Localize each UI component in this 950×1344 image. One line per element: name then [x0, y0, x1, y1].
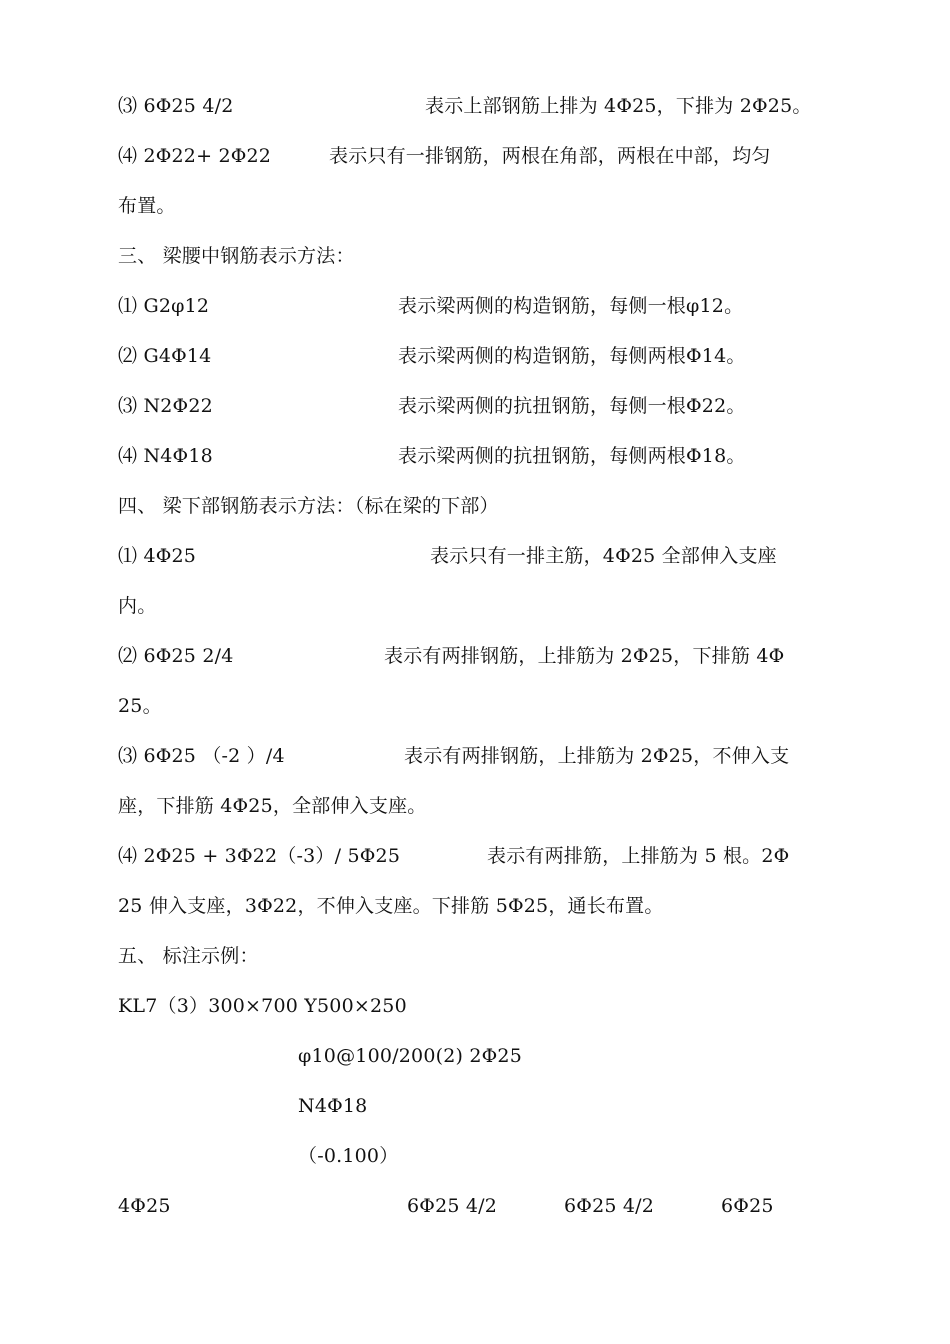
item-code: ⑴ G2φ12: [118, 295, 210, 317]
item-description: 表示有两排钢筋，上排筋为 2Φ25，下排筋 4Φ: [384, 645, 785, 667]
item-code: ⑶ 6Φ25 （-2 ）/4: [118, 745, 285, 767]
support-annotation: 6Φ25: [721, 1195, 774, 1217]
item-code: ⑷ N4Φ18: [118, 445, 213, 467]
item-description: 表示梁两侧的抗扭钢筋，每侧一根Φ22。: [398, 395, 746, 417]
item-description: 表示有两排筋，上排筋为 5 根。2Φ: [487, 845, 790, 867]
section-heading: 五、 标注示例：: [118, 945, 259, 967]
annotation-line: （-0.100）: [298, 1145, 399, 1167]
support-annotation: 4Φ25: [118, 1195, 171, 1217]
item-continuation: 25。: [118, 695, 162, 717]
item-code: ⑵ 6Φ25 2/4: [118, 645, 234, 667]
annotation-line: KL7（3）300×700 Y500×250: [118, 995, 407, 1017]
annotation-line: φ10@100/200(2) 2Φ25: [298, 1045, 523, 1067]
item-code: ⑶ N2Φ22: [118, 395, 213, 417]
item-description: 表示梁两侧的抗扭钢筋，每侧两根Φ18。: [398, 445, 746, 467]
item-description: 表示梁两侧的构造钢筋，每侧两根Φ14。: [398, 345, 746, 367]
item-continuation: 25 伸入支座，3Φ22，不伸入支座。下排筋 5Φ25，通长布置。: [118, 895, 664, 917]
item-description: 表示上部钢筋上排为 4Φ25，下排为 2Φ25。: [425, 95, 812, 117]
item-description: 表示有两排钢筋，上排筋为 2Φ25，不伸入支: [404, 745, 790, 767]
item-description: 表示梁两侧的构造钢筋，每侧一根φ12。: [398, 295, 744, 317]
item-continuation: 座，下排筋 4Φ25，全部伸入支座。: [118, 795, 427, 817]
annotation-line: N4Φ18: [298, 1095, 368, 1117]
item-code: ⑷ 2Φ22+ 2Φ22: [118, 145, 272, 167]
item-code: ⑶ 6Φ25 4/2: [118, 95, 234, 117]
item-description: 表示只有一排主筋，4Φ25 全部伸入支座: [430, 545, 777, 567]
section-heading: 三、 梁腰中钢筋表示方法：: [118, 245, 355, 267]
item-description: 表示只有一排钢筋，两根在角部，两根在中部，均匀: [329, 145, 771, 167]
support-annotation: 6Φ25 4/2: [564, 1195, 655, 1217]
item-continuation: 内。: [118, 595, 157, 617]
section-heading: 四、 梁下部钢筋表示方法：（标在梁的下部）: [118, 495, 499, 517]
support-annotation: 6Φ25 4/2: [407, 1195, 498, 1217]
item-continuation: 布置。: [118, 195, 176, 217]
item-code: ⑷ 2Φ25 + 3Φ22（-3）/ 5Φ25: [118, 845, 401, 867]
item-code: ⑴ 4Φ25: [118, 545, 197, 567]
item-code: ⑵ G4Φ14: [118, 345, 212, 367]
